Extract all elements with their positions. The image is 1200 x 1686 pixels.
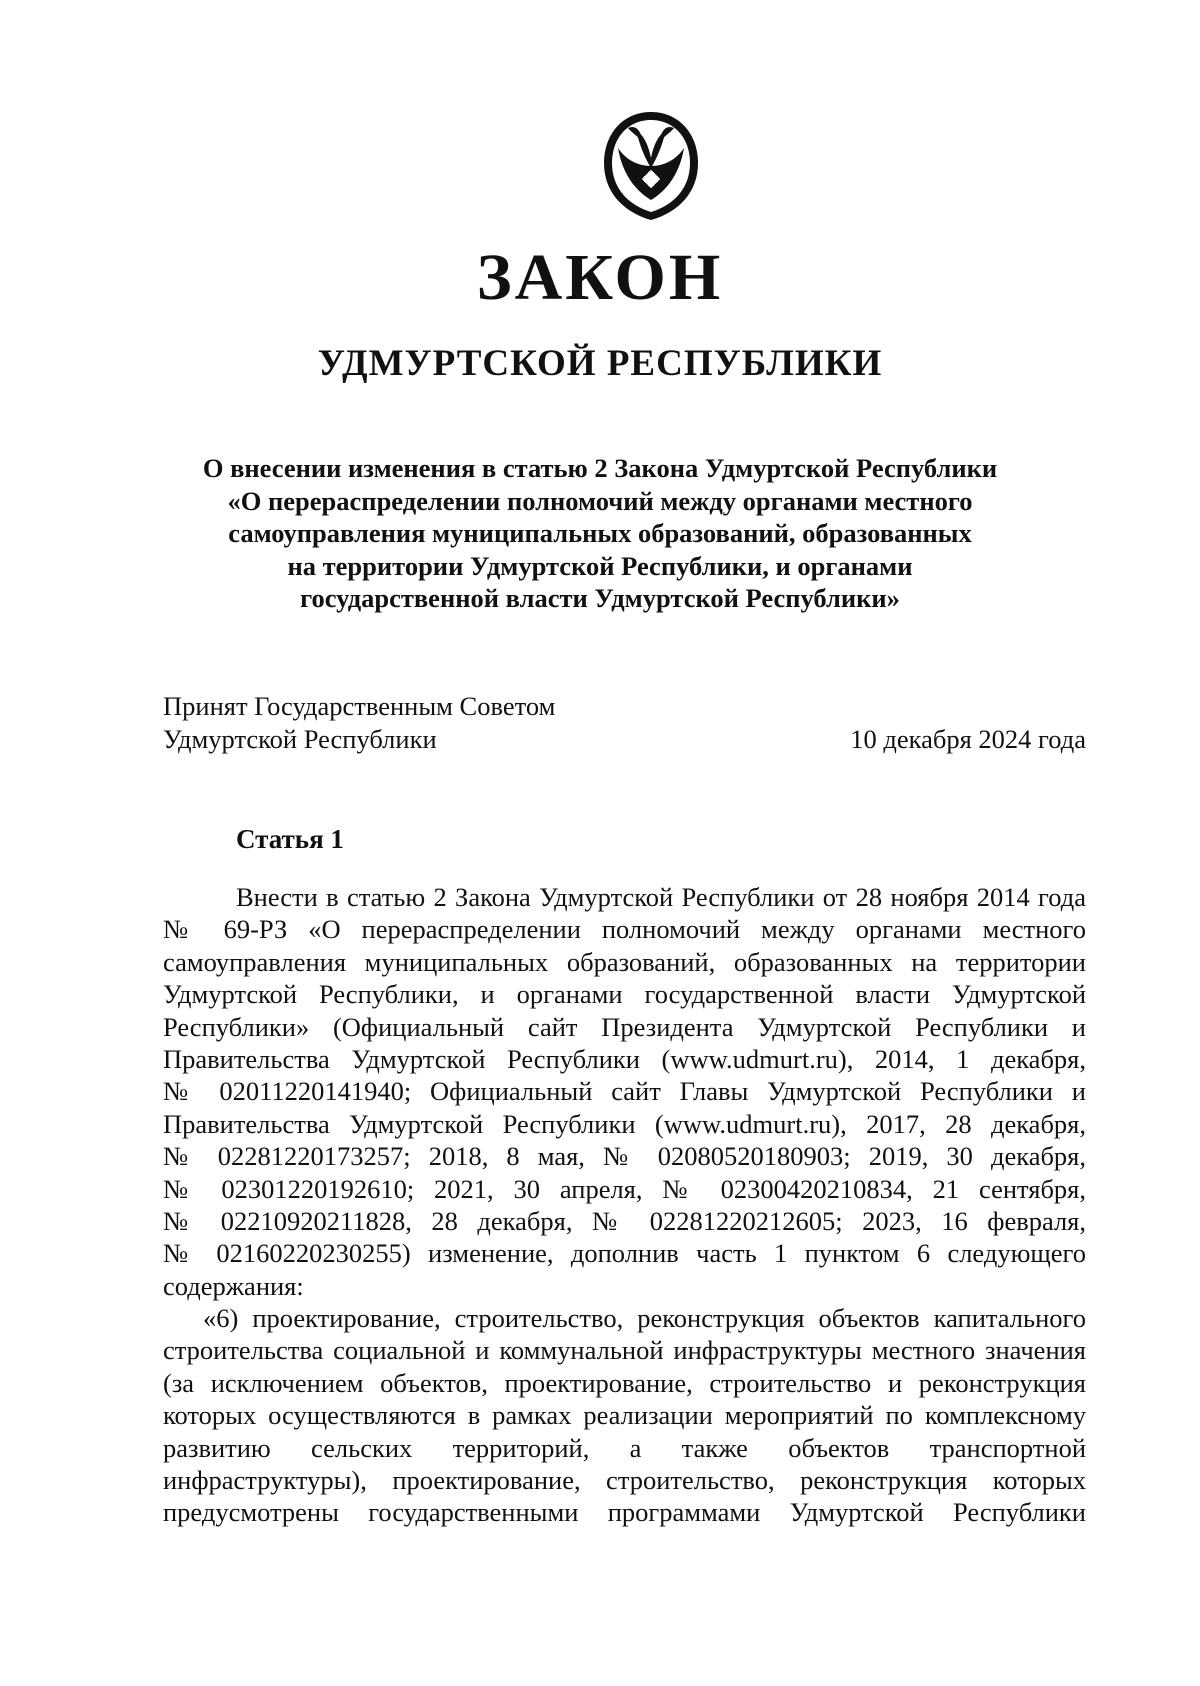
body-line: Удмуртской Республики, и органами государственной власти Удмуртской (163, 979, 1086, 1010)
body-line: предусмотрены государственными программами Удмуртской Республики (163, 1497, 1086, 1528)
body-line: строительства социальной и коммунальной инфраструктуры местного значения (163, 1335, 1086, 1366)
body-line: № 02011220141940; Официальный сайт Главы Удмуртской Республики и (163, 1076, 1086, 1107)
adopted-by (163, 690, 555, 756)
law-name-line: О внесении изменения в статью 2 Закона Удмуртской Республики (202, 453, 998, 483)
body-line: № 02281220173257; 2018, 8 мая, № 02080520180903; 2019, 30 декабря, (163, 1141, 1086, 1172)
body-line: «6) проектирование, строительство, реконструкция объектов капитального (203, 1303, 1086, 1334)
body-line: № 02301220192610; 2021, 30 апреля, № 02300420210834, 21 сентября, (163, 1173, 1086, 1204)
adopted-by-line: Принят Государственным Советом (163, 691, 556, 721)
udmurt-coat-of-arms-icon (598, 108, 704, 224)
law-name-line: на территории Удмуртской Республики, и органами (287, 550, 913, 581)
law-name-line: самоуправления муниципальных образований, образованных (228, 518, 972, 548)
body-line: Правительства Удмуртской Республики (www.udmurt.ru), 2014, 1 декабря, (163, 1043, 1086, 1074)
law-name (150, 452, 1050, 615)
body-line: № 02210920211828, 28 декабря, № 02281220212605; 2023, 16 февраля, (163, 1205, 1086, 1236)
body-line: Внести в статью 2 Закона Удмуртской Республики от 28 ноября 2014 года (236, 882, 1086, 912)
adopted-by-line: Удмуртской Республики (163, 724, 437, 754)
body-line: самоуправления муниципальных образований, образованных на территории (163, 946, 1086, 977)
article-body (163, 881, 1086, 1529)
body-line: Правительства Удмуртской Республики (www.udmurt.ru), 2017, 28 декабря, (163, 1108, 1086, 1139)
body-line: (за исключением объектов, проектирование, строительство и реконструкция (163, 1367, 1086, 1398)
body-line: Республики» (Официальный сайт Президента Удмуртской Республики и (163, 1011, 1086, 1042)
body-line: № 69-РЗ «О перераспределении полномочий между органами местного (163, 914, 1086, 945)
body-line: содержания: (163, 1270, 304, 1301)
body-line: которых осуществляются в рамках реализации мероприятий по комплексному (163, 1400, 1086, 1431)
body-line: № 02160220230255) изменение, дополнив часть 1 пунктом 6 следующего (163, 1238, 1086, 1269)
body-line: инфраструктуры), проектирование, строительство, реконструкция которых (163, 1465, 1086, 1496)
law-name-line: государственной власти Удмуртской Республики» (300, 583, 900, 613)
document-title: ЗАКОН (476, 241, 724, 314)
article-heading: Статья 1 (236, 824, 344, 854)
document-subtitle: УДМУРТСКОЙ РЕСПУБЛИКИ (317, 343, 883, 384)
law-name-line: «О перераспределении полномочий между органами местного (227, 485, 973, 516)
body-line: развитию сельских территорий, а также объектов транспортной (163, 1432, 1086, 1463)
adoption-date: 10 декабря 2024 года (850, 724, 1086, 754)
